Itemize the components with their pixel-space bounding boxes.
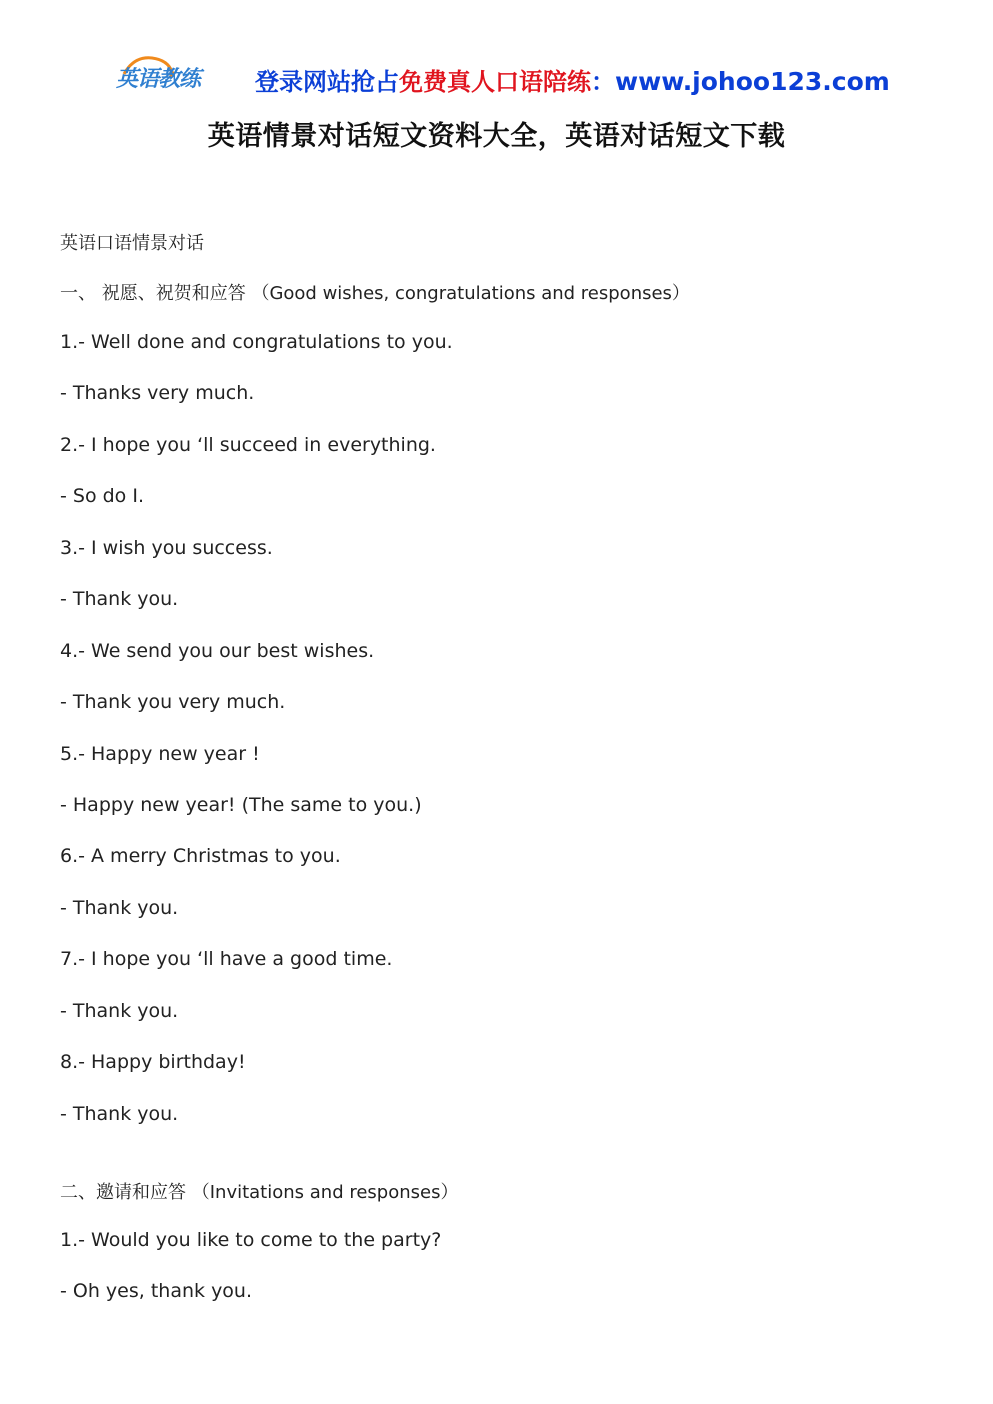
dialogue-line: 7.- I hope you ‘ll have a good time.	[60, 948, 393, 970]
subtitle: 英语口语情景对话	[60, 233, 204, 254]
section-heading: 二、邀请和应答 （Invitations and responses）	[60, 1182, 459, 1203]
dialogue-line: 5.- Happy new year !	[60, 743, 260, 765]
slogan-part2: 免费真人口语陪练	[399, 68, 591, 96]
page-header	[0, 0, 993, 110]
document-title: 英语情景对话短文资料大全，英语对话短文下载	[207, 121, 786, 152]
dialogue-line: - Happy new year! (The same to you.)	[60, 794, 422, 816]
dialogue-line: 8.- Happy birthday!	[60, 1051, 246, 1073]
dialogue-line: 2.- I hope you ‘ll succeed in everything.	[60, 434, 436, 456]
dialogue-line: - Oh yes, thank you.	[60, 1280, 253, 1302]
dialogue-line: - So do I.	[60, 485, 144, 507]
logo	[116, 52, 226, 96]
dialogue-line: 1.- Well done and congratulations to you.	[60, 331, 453, 353]
section-heading: 一、 祝愿、祝贺和应答 （Good wishes, congratulations and responses）	[60, 283, 690, 304]
dialogue-line: - Thank you.	[60, 1103, 179, 1125]
dialogue-line: - Thank you very much.	[60, 691, 286, 713]
site-url-link[interactable]: www.johoo123.com	[615, 67, 890, 96]
dialogue-line: - Thank you.	[60, 897, 179, 919]
logo-text: 英语教练	[116, 67, 201, 92]
dialogue-line: - Thanks very much.	[60, 382, 255, 404]
promo-slogan	[255, 62, 890, 97]
slogan-part1: 登录网站抢占	[255, 68, 399, 96]
dialogue-line: 6.- A merry Christmas to you.	[60, 845, 341, 867]
slogan-colon: ：	[591, 68, 615, 96]
dialogue-line: 1.- Would you like to come to the party?	[60, 1229, 442, 1251]
dialogue-line: - Thank you.	[60, 588, 179, 610]
dialogue-line: 4.- We send you our best wishes.	[60, 640, 375, 662]
dialogue-line: - Thank you.	[60, 1000, 179, 1022]
dialogue-line: 3.- I wish you success.	[60, 537, 273, 559]
